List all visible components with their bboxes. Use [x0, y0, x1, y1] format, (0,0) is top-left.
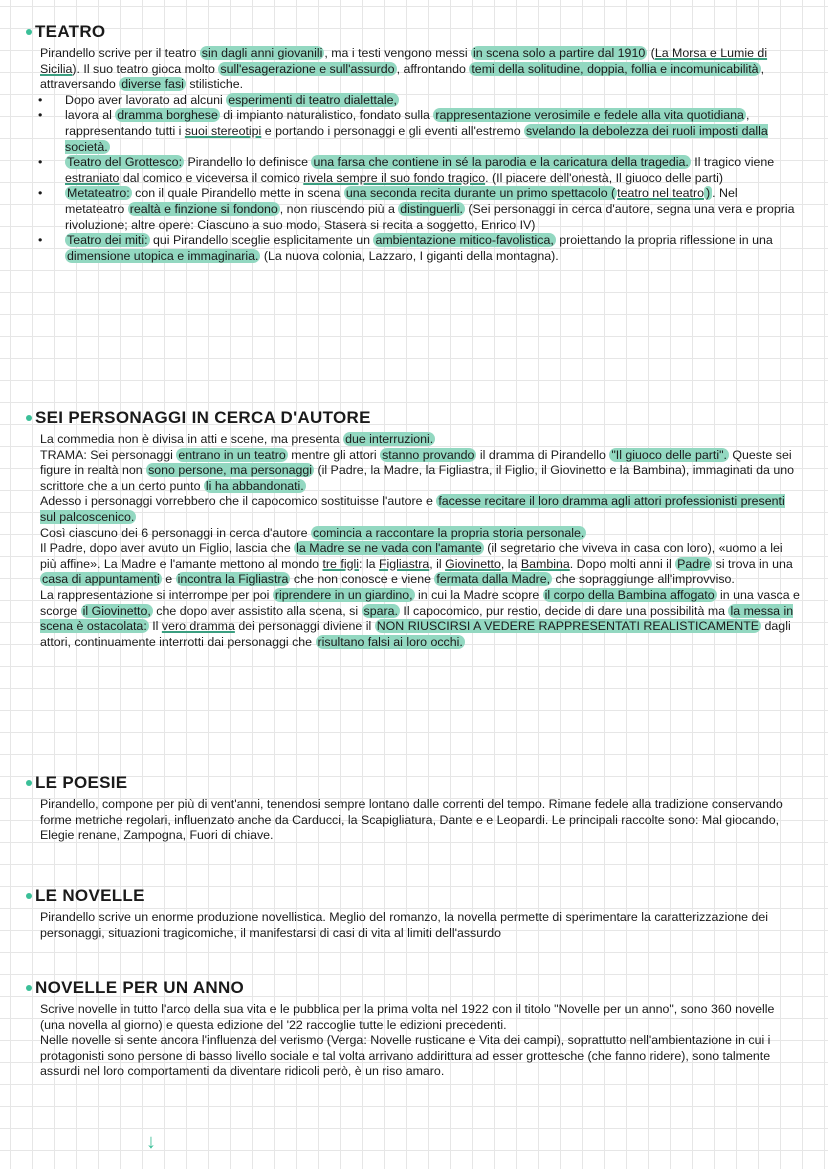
highlighted-text: esperimenti di teatro dialettale, — [228, 92, 397, 107]
text: La rappresentazione si interrompe per poi — [40, 587, 273, 602]
section-novelle-per-un-anno — [30, 978, 800, 1080]
text: , il — [429, 556, 446, 571]
highlighted-text: ) — [705, 186, 711, 201]
highlighted-text: Teatro del Grottesco: — [67, 155, 183, 170]
text: , la — [500, 556, 521, 571]
text: . (Il piacere dell'onestà, Il giuoco delle parti) — [485, 170, 724, 185]
highlighted-text: la messa in scena è ostacolata: — [40, 603, 794, 634]
highlighted-text: in scena solo a partire dal 1910 — [473, 46, 646, 60]
highlighted-text: NON RIUSCIRSI A VEDERE RAPPRESENTATI REALISTICAMENTE — [376, 619, 760, 634]
highlighted-text: ambientazione mitico-favolistica, — [375, 233, 554, 248]
underlined-text: teatro nel teatro — [617, 186, 704, 201]
section-title-text: NOVELLE PER UN ANNO — [35, 978, 245, 997]
highlighted-text: stanno provando — [382, 447, 475, 462]
text: dagli attori, continuamente interrotti dai personaggi che — [40, 619, 791, 649]
text: Il — [148, 619, 162, 634]
section-title — [26, 886, 800, 906]
text: (La nuova colonia, Lazzaro, I giganti della montagna). — [260, 248, 559, 263]
section-le-poesie — [30, 773, 800, 844]
paragraph — [40, 910, 800, 941]
highlighted-text: Metateatro: — [67, 186, 130, 201]
text: Pirandello lo definisce — [184, 155, 312, 170]
section-title-text: LE POESIE — [35, 773, 128, 792]
highlighted-text: dimensione utopica e immaginaria. — [67, 248, 259, 263]
text: che dopo aver assistito alla scena, si — [152, 603, 362, 618]
text: Il Padre, dopo aver avuto un Figlio, lascia che — [40, 541, 295, 556]
text: con il quale Pirandello mette in scena — [131, 186, 344, 201]
text: che sopraggiunge all'improvviso. — [552, 572, 735, 587]
section-title-text: SEI PERSONAGGI IN CERCA D'AUTORE — [35, 408, 371, 427]
section-title — [26, 978, 800, 998]
paragraph — [40, 541, 800, 588]
bullet-dot-icon — [26, 415, 32, 421]
paragraph — [40, 797, 800, 844]
text: . Nel metateatro — [65, 186, 738, 216]
highlighted-text: una seconda recita durante un primo spettacolo ( — [345, 186, 616, 201]
highlighted-text: svelando la debolezza dei ruoli imposti dalla società. — [65, 123, 768, 154]
text: , attraversando — [40, 61, 765, 92]
text: Il tragico viene — [690, 155, 775, 170]
highlighted-text: sono persone, ma personaggi — [148, 463, 313, 478]
text: . Dopo molti anni il — [569, 556, 676, 571]
highlighted-text: due interruzioni. — [345, 432, 434, 446]
underlined-text: tre figli — [322, 556, 359, 571]
highlighted-text: sin dagli anni giovanili — [201, 46, 323, 60]
text: in cui la Madre scopre — [414, 587, 543, 602]
highlighted-text: li ha abbandonati. — [205, 478, 304, 493]
highlighted-text: casa di appuntamenti — [42, 572, 160, 587]
underlined-text: La Morsa e Lumie di Sicilia — [40, 46, 768, 76]
highlighted-text: spara. — [363, 603, 398, 618]
highlighted-text: una farsa che contiene in sé la parodia e la caricatura della tragedia. — [313, 155, 689, 170]
highlighted-text: fermata dalla Madre, — [436, 572, 551, 587]
section-title — [26, 408, 800, 428]
highlighted-text: Teatro dei miti: — [67, 233, 148, 248]
underlined-text: Bambina — [520, 556, 570, 571]
text: , non riuscendo più a — [279, 201, 399, 216]
list-item — [30, 233, 800, 264]
text: il dramma di Pirandello — [476, 447, 610, 462]
highlighted-text: realtà e finzione si fondono — [129, 201, 278, 216]
highlighted-text: facesse recitare il loro dramma agli attori professionisti presenti sul palcoscenico. — [40, 494, 785, 524]
highlighted-text: dramma borghese — [117, 108, 218, 123]
text: TRAMA: Sei personaggi — [40, 447, 177, 462]
underlined-text: rivela sempre il suo fondo tragico — [303, 170, 486, 185]
section-teatro — [30, 22, 800, 264]
text: mentre gli attori — [287, 447, 381, 462]
text: e — [161, 572, 176, 587]
text: Adesso i personaggi vorrebbero che il capocomico sostituisse l'autore e — [40, 494, 437, 509]
paragraph — [40, 588, 800, 650]
text: , ma i testi vengono messi — [324, 46, 472, 60]
highlighted-text: risultano falsi ai loro occhi. — [317, 634, 463, 649]
text: Il capocomico, pur restio, decide di dare una possibilità ma — [399, 603, 729, 618]
paragraph — [40, 526, 800, 542]
section-title — [26, 22, 800, 42]
bullet-dot-icon — [26, 893, 32, 899]
text: si trova in una — [712, 556, 793, 571]
underlined-text: vero dramma — [161, 619, 235, 634]
paragraph — [40, 46, 800, 93]
text: , rappresentando tutti i — [65, 108, 750, 138]
text: in una vasca e scorge — [40, 587, 800, 618]
text: (il segretario che viveva in casa con loro), «uomo a lei più affine». La Madre e l'amante mettono al mondo — [40, 541, 783, 571]
highlighted-text: riprendere in un giardino, — [274, 587, 413, 602]
text: che non conosce e viene — [290, 572, 435, 587]
text: qui Pirandello sceglie esplicitamente un — [149, 233, 374, 248]
text: di impianto naturalistico, fondato sulla — [219, 108, 434, 123]
paragraph — [40, 1002, 800, 1033]
list-item — [30, 93, 800, 109]
bullet-dot-icon — [26, 985, 32, 991]
highlighted-text: la Madre se ne vada con l'amante — [296, 541, 482, 556]
list-item — [30, 186, 800, 233]
bullet-dot-icon — [26, 29, 32, 35]
underlined-text: estraniato — [65, 170, 120, 185]
text: Queste sei figure in realtà non — [40, 447, 792, 478]
underlined-text: Giovinetto — [445, 556, 501, 571]
text: Nelle novelle si sente ancora l'influenza del verismo (Verga: Novelle rusticane e Vita dei campi), soprattutto nell'ambientazione in cui i protagonisti sono persone di basso livello sociale e tal volta arrivano addirittura ad esser grottesche (che fanno ridere), sono talmente assurdi nel loro comportamenti da diventare ridicoli però, è un riso amaro. — [40, 1033, 771, 1079]
text: dei personaggi diviene il — [234, 619, 375, 634]
highlighted-text: incontra la Figliastra — [177, 572, 289, 587]
highlighted-text: diverse fasi — [121, 77, 184, 92]
text: e portando i personaggi e gli eventi all'estremo — [261, 123, 525, 138]
list-item — [30, 108, 800, 155]
section-le-novelle — [30, 886, 800, 941]
paragraph — [40, 432, 800, 448]
highlighted-text: temi della solitudine, doppia, follia e incomunicabilità — [471, 61, 759, 76]
section-title — [26, 773, 800, 793]
text: Scrive novelle in tutto l'arco della sua vita e le pubblica per la prima volta nel 1922 con il titolo "Novelle per un anno", sono 360 novelle (una novella al giorno) e questa edizione del '22 raccoglie tutte le edizioni precedenti. — [40, 1002, 775, 1032]
section-sei-personaggi-in-cerca-d-autore — [30, 408, 800, 650]
text: (il Padre, la Madre, la Figliastra, il Figlio, il Giovinetto e la Bambina), immaginati da uno scrittore che a un certo punto — [40, 463, 795, 493]
text: Pirandello scrive un enorme produzione novellistica. Meglio del romanzo, la novella permette di sperimentare la caratterizzazione dei personaggi, situazioni tragicomiche, il manifestarsi di casi di vita al limiti dell'assurdo — [40, 910, 768, 940]
underlined-text: Figliastra — [378, 556, 430, 571]
text: Così ciascuno dei 6 personaggi in cerca d'autore — [40, 525, 311, 540]
section-title-text: LE NOVELLE — [35, 886, 145, 905]
text: dal comico e viceversa il comico — [119, 170, 304, 185]
paragraph — [40, 448, 800, 495]
text: ). Il suo teatro gioca molto — [72, 61, 219, 76]
highlighted-text: rappresentazione verosimile e fedele alla vita quotidiana — [435, 108, 744, 123]
highlighted-text: sull'esagerazione e sull'assurdo — [220, 61, 395, 76]
text: proiettando la propria riflessione in una — [555, 233, 773, 248]
text: Pirandello scrive per il teatro — [40, 46, 200, 60]
text: lavora al — [65, 108, 116, 123]
bullet-dot-icon — [26, 780, 32, 786]
underlined-text: suoi stereotipi — [184, 123, 262, 138]
text: (Sei personaggi in cerca d'autore, segna una vera e propria rivoluzione; altre opere: Ciascuno a suo modo, Stasera si recita a soggetto, Enrico IV) — [65, 201, 795, 232]
section-title-text: TEATRO — [35, 22, 106, 41]
paragraph — [40, 494, 800, 525]
text: ( — [647, 46, 655, 60]
text: Pirandello, compone per più di vent'anni, tenendosi sempre lontano dalle correnti del tempo. Rimane fedele alla tradizione conservando forme metriche regolari, influenzato anche da Carducci, la Scapigliatura, Dante e e Leopardi. Le principali raccolte sono: Mal giocando, Elegie renane, Zampogna, Fuori di chiave. — [40, 797, 783, 843]
arrow-down-icon: ↓ — [146, 1131, 156, 1153]
text: Dopo aver lavorato ad alcuni — [65, 92, 227, 107]
text: stilistiche. — [185, 77, 244, 92]
highlighted-text: comincia a raccontare la propria storia personale. — [313, 525, 585, 540]
highlighted-text: distinguerli. — [400, 201, 463, 216]
paragraph — [40, 1033, 800, 1080]
text: , affrontando — [396, 61, 470, 76]
text: : la — [358, 556, 379, 571]
highlighted-text: il Giovinetto, — [82, 603, 151, 618]
text: La commedia non è divisa in atti e scene, ma presenta — [40, 432, 344, 446]
highlighted-text: Padre — [677, 556, 711, 571]
highlighted-text: "Il giuoco delle parti". — [611, 447, 727, 462]
list-item — [30, 155, 800, 186]
highlighted-text: entrano in un teatro — [178, 447, 286, 462]
highlighted-text: il corpo della Bambina affogato — [544, 587, 715, 602]
